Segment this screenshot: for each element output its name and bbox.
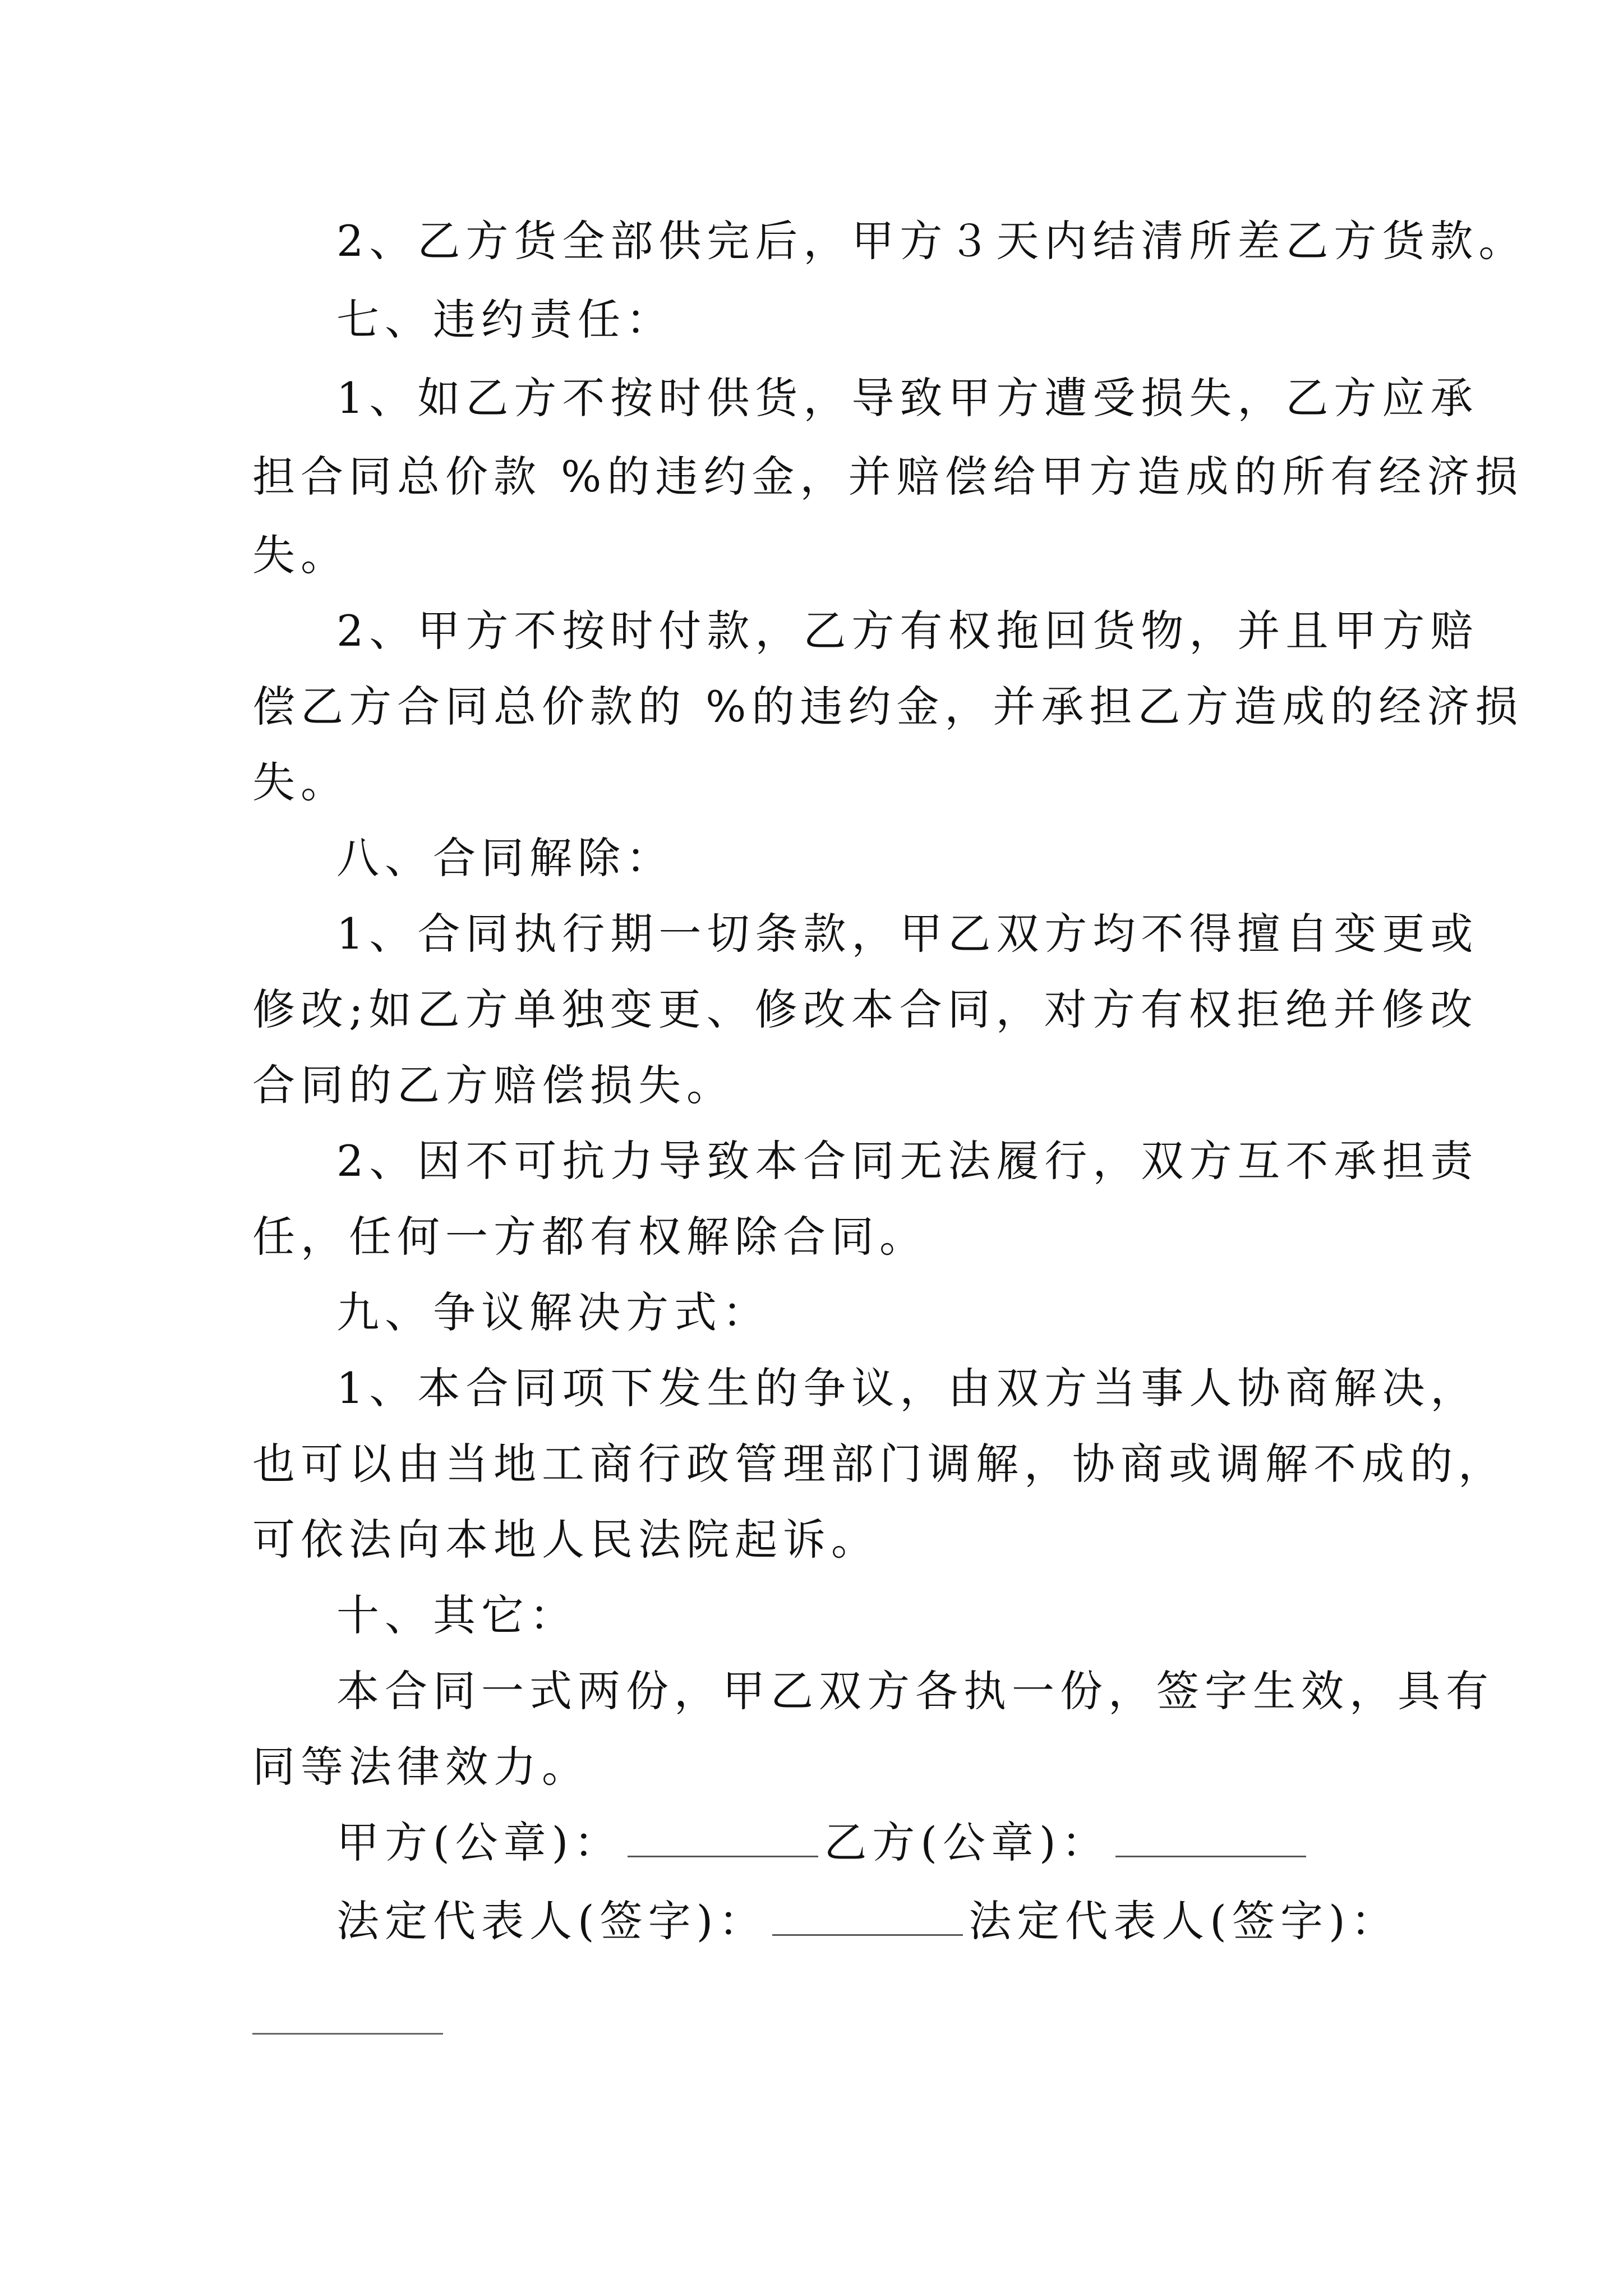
- paragraph-line: 失。: [252, 757, 349, 807]
- paragraph-line: 本合同一式两份，甲乙双方各执一份，签字生效，具有: [336, 1666, 1494, 1716]
- party-b-rep-label: 法定代表人(签字)：: [969, 1896, 1399, 1946]
- paragraph-line: 失。: [252, 530, 349, 580]
- section-heading-dispute: 九、争议解决方式：: [336, 1287, 771, 1337]
- paragraph-line: 合同的乙方赔偿损失。: [252, 1060, 735, 1110]
- section-heading-other: 十、其它：: [336, 1590, 578, 1640]
- paragraph-line: 修改;如乙方单独变更、修改本合同，对方有权拒绝并修改: [252, 984, 1478, 1034]
- footnote-divider: [252, 2033, 443, 2035]
- paragraph-line: 2、甲方不按时付款，乙方有权拖回货物，并且甲方赔: [336, 606, 1479, 656]
- party-a-rep-blank[interactable]: [772, 1895, 963, 1936]
- paragraph-line: 同等法律效力。: [252, 1742, 590, 1792]
- party-a-seal-label: 甲方(公章)：: [336, 1818, 623, 1867]
- representative-signature-row: [336, 1893, 1399, 1949]
- paragraph-line: 1、本合同项下发生的争议，由双方当事人协商解决，: [336, 1363, 1479, 1413]
- paragraph-line: 2、因不可抗力导致本合同无法履行，双方互不承担责: [336, 1136, 1479, 1186]
- paragraph-line: 1、合同执行期一切条款，甲乙双方均不得擅自变更或: [336, 909, 1479, 959]
- paragraph-line: 可依法向本地人民法院起诉。: [252, 1515, 879, 1565]
- paragraph-line: 也可以由当地工商行政管理部门调解，协商或调解不成的，: [252, 1439, 1506, 1489]
- paragraph-line: 任，任何一方都有权解除合同。: [252, 1212, 928, 1262]
- paragraph-line: 1、如乙方不按时供货，导致甲方遭受损失，乙方应承: [336, 373, 1479, 423]
- party-b-seal-label: 乙方(公章)：: [824, 1818, 1110, 1867]
- seal-signature-row: [336, 1815, 1312, 1871]
- party-b-seal-blank[interactable]: [1115, 1816, 1306, 1857]
- paragraph-line: 2、乙方货全部供完后，甲方３天内结清所差乙方货款。: [336, 216, 1527, 266]
- paragraph-line: 偿乙方合同总价款的 %的违约金，并承担乙方造成的经济损: [252, 682, 1524, 731]
- party-a-seal-blank[interactable]: [628, 1816, 818, 1857]
- paragraph-line: 担合同总价款 %的违约金，并赔偿给甲方造成的所有经济损: [252, 452, 1524, 501]
- party-a-rep-label: 法定代表人(签字)：: [336, 1896, 767, 1946]
- section-heading-termination: 八、合同解除：: [336, 833, 674, 883]
- section-heading-breach: 七、违约责任：: [336, 295, 674, 344]
